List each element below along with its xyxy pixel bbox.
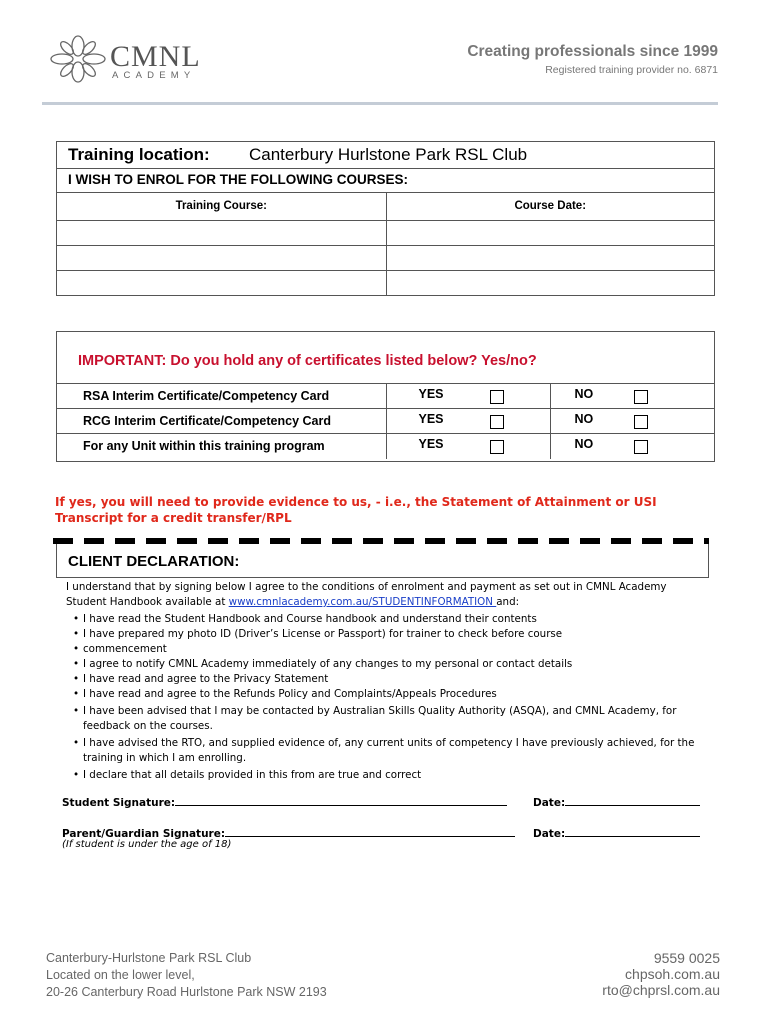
yes-checkbox[interactable] <box>490 390 504 404</box>
no-checkbox[interactable] <box>634 390 648 404</box>
footer-contact <box>602 950 720 998</box>
course-name-field[interactable] <box>57 271 386 296</box>
yes-label: YES <box>386 434 462 459</box>
table-row <box>57 384 714 409</box>
footer-venue: Canterbury-Hurlstone Park RSL Club <box>46 951 252 965</box>
enrol-heading-row <box>57 168 714 192</box>
list-item: • I have read and agree to the Privacy Statement <box>70 672 710 687</box>
course-table-header <box>57 193 714 221</box>
certificate-name: For any Unit within this training program <box>57 434 386 459</box>
certificates-question: IMPORTANT: Do you hold any of certificates listed below? Yes/no? <box>78 353 537 369</box>
footer-street: 20-26 Canterbury Road Hurlstone Park NSW 2193 <box>46 985 327 999</box>
list-item: • I have advised the RTO, and supplied evidence of, any current units of competency I have previously achieved, for the training in which I am enrolling. <box>70 736 710 766</box>
table-row <box>57 409 714 434</box>
certificates-table <box>57 383 714 459</box>
enrol-heading: I WISH TO ENROL FOR THE FOLLOWING COURSES: <box>68 172 408 187</box>
student-date-field[interactable] <box>565 795 700 806</box>
course-name-field[interactable] <box>57 221 386 246</box>
parent-signature-field[interactable] <box>225 826 515 837</box>
certificate-name: RCG Interim Certificate/Competency Card <box>57 409 386 434</box>
training-location-value[interactable]: Canterbury Hurlstone Park RSL Club <box>249 145 528 164</box>
no-label: NO <box>550 409 632 434</box>
training-course-header: Training Course: <box>57 193 386 221</box>
tagline-text: Creating professionals since 1999 <box>467 43 718 60</box>
yes-label: YES <box>386 409 462 434</box>
declaration-header-box <box>56 544 709 578</box>
no-checkbox[interactable] <box>634 440 648 454</box>
training-location-label: Training location: <box>68 145 210 164</box>
parent-signature-row <box>62 826 515 840</box>
declaration-intro <box>66 580 706 610</box>
flower-logo-icon <box>48 34 108 84</box>
no-label: NO <box>550 384 632 409</box>
declaration-intro-end: and: <box>496 596 520 608</box>
table-row <box>57 434 714 459</box>
parent-date-field[interactable] <box>565 826 700 837</box>
header-tagline <box>467 43 718 76</box>
course-name-field[interactable] <box>57 246 386 271</box>
cmnl-logo <box>48 34 208 84</box>
student-signature-field[interactable] <box>175 795 507 806</box>
training-location-row <box>57 142 714 168</box>
list-item: • I have been advised that I may be contacted by Australian Skills Quality Authority (ASQA), and CMNL Academy, for feedback on the courses. <box>70 704 710 734</box>
rto-number: Registered training provider no. 6871 <box>545 64 718 76</box>
list-item: • commencement <box>70 642 710 657</box>
list-item: • I agree to notify CMNL Academy immediately of any changes to my personal or contact details <box>70 657 710 672</box>
enrolment-box <box>56 141 715 296</box>
list-item: • I declare that all details provided in this from are true and correct <box>70 768 710 783</box>
no-label: NO <box>550 434 632 459</box>
footer-email[interactable]: rto@chprsl.com.au <box>602 982 720 998</box>
yes-checkbox[interactable] <box>490 415 504 429</box>
declaration-title: CLIENT DECLARATION: <box>68 553 240 570</box>
yes-checkbox[interactable] <box>490 440 504 454</box>
yes-label: YES <box>386 384 462 409</box>
footer-location: Located on the lower level, <box>46 968 195 982</box>
list-item: • I have prepared my photo ID (Driver’s License or Passport) for trainer to check before course <box>70 627 710 642</box>
parent-date-row <box>533 826 700 840</box>
footer-website[interactable]: chpsoh.com.au <box>625 966 720 982</box>
declaration-list <box>70 612 710 783</box>
certificate-name: RSA Interim Certificate/Competency Card <box>57 384 386 409</box>
table-row <box>57 246 714 271</box>
logo-wordmark: CMNL <box>110 40 201 73</box>
student-info-link[interactable]: www.cmnlacademy.com.au/STUDENTINFORMATION <box>228 596 497 608</box>
table-row <box>57 271 714 296</box>
table-row <box>57 221 714 246</box>
no-checkbox[interactable] <box>634 415 648 429</box>
age-note: (If student is under the age of 18) <box>62 839 232 850</box>
course-date-field[interactable] <box>386 221 714 246</box>
student-date-row <box>533 795 700 809</box>
header-divider <box>42 102 718 105</box>
list-item: • I have read and agree to the Refunds Policy and Complaints/Appeals Procedures <box>70 687 710 702</box>
list-item: • I have read the Student Handbook and Course handbook and understand their contents <box>70 612 710 627</box>
date-label: Date: <box>533 828 566 840</box>
footer-phone[interactable]: 9559 0025 <box>653 950 720 966</box>
parent-signature-label: Parent/Guardian Signature: <box>62 828 226 840</box>
course-table <box>57 192 714 296</box>
student-signature-row <box>62 795 507 809</box>
student-signature-label: Student Signature: <box>62 797 176 809</box>
evidence-note: If yes, you will need to provide evidence to us, - i.e., the Statement of Attainment or USI Transcript for a credit transfer/RPL <box>55 495 657 525</box>
course-date-field[interactable] <box>386 271 714 296</box>
certificates-box <box>56 331 715 462</box>
course-date-header: Course Date: <box>386 193 714 221</box>
course-date-field[interactable] <box>386 246 714 271</box>
date-label: Date: <box>533 797 566 809</box>
declaration-intro-text: I understand that by signing below I agree to the conditions of enrolment and payment as set out in CMNL Academy Student Handbook available at <box>66 581 667 608</box>
footer-address <box>46 950 327 1001</box>
logo-subtitle: ACADEMY <box>112 70 196 81</box>
